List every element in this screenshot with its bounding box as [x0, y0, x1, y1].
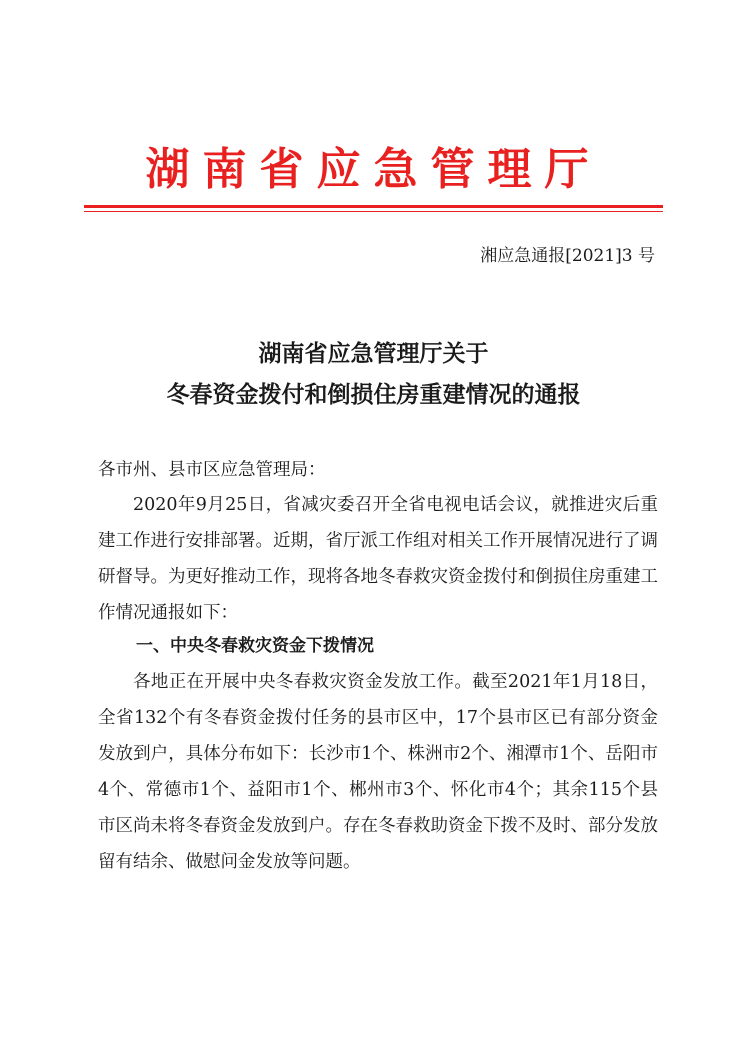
document-title-line-1: 湖南省应急管理厅关于 [258, 340, 489, 367]
salutation: 各市州、县市区应急管理局： [98, 460, 326, 480]
body-paragraph-1: 2020年9月25日，省减灾委召开全省电视电话会议，就推进灾后重建工作进行安排部署。近期，省厅派工作组对相关工作开展情况进行了调研督导。为更好推动工作，现将各地冬春救灾资金拨付和倒损住房重建工作情况通报如下： [98, 495, 658, 623]
letterhead-org-name: 湖南省应急管理厅 [145, 144, 602, 195]
body-paragraph-2: 各地正在开展中央冬春救灾资金发放工作。截至2021年1月18日，全省132个有冬春资金拨付任务的县市区中，17个县市区已有部分资金发放到户，具体分布如下：长沙市1个、株洲市2个、湘潭市1个、岳阳市4个、常德市1个、益阳市1个、郴州市3个、怀化市4个；其余115个县市区尚未将冬春资金发放到户。存在冬春救助资金下拨不及时、部分发放留有结余、做慰问金发放等问题。 [98, 672, 658, 872]
section-1-heading: 一、中央冬春救灾资金下拨情况 [136, 636, 374, 656]
document-number: 湘应急通报[2021]3 号 [480, 246, 655, 266]
document-title-line-2: 冬春资金拨付和倒损住房重建情况的通报 [166, 381, 581, 408]
letterhead-red-rule-thin [84, 211, 663, 212]
letterhead-red-rule [84, 205, 663, 208]
